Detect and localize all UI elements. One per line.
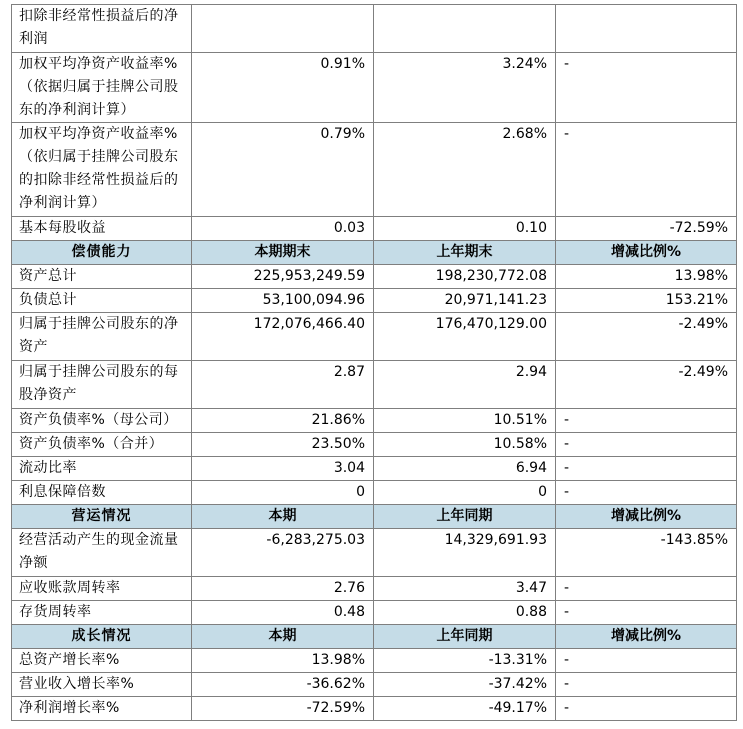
table-row xyxy=(12,673,737,697)
table-row xyxy=(12,409,737,433)
row-label: 归属于挂牌公司股东的每股净资产 xyxy=(12,361,192,409)
row-label: 营业收入增长率% xyxy=(12,673,192,697)
row-label: 加权平均净资产收益率%（依归属于挂牌公司股东的扣除非经常性损益后的净利润计算） xyxy=(12,123,192,217)
financial-indicators-table xyxy=(11,4,737,721)
table-row xyxy=(12,601,737,625)
previous-value: 0.10 xyxy=(374,217,556,241)
row-label: 扣除非经常性损益后的净利润 xyxy=(12,5,192,53)
current-value: 13.98% xyxy=(192,649,374,673)
table-row xyxy=(12,697,737,721)
current-value xyxy=(192,5,374,53)
current-value: 23.50% xyxy=(192,433,374,457)
previous-value: 20,971,141.23 xyxy=(374,289,556,313)
change-value: 153.21% xyxy=(556,289,737,313)
section-header-solvency xyxy=(12,241,737,265)
section-header-growth xyxy=(12,625,737,649)
row-label: 利息保障倍数 xyxy=(12,481,192,505)
table-row xyxy=(12,649,737,673)
row-label: 经营活动产生的现金流量净额 xyxy=(12,529,192,577)
change-value: - xyxy=(556,481,737,505)
row-label: 存货周转率 xyxy=(12,601,192,625)
change-value: -2.49% xyxy=(556,361,737,409)
row-label: 资产负债率%（合并） xyxy=(12,433,192,457)
section-title: 偿债能力 xyxy=(12,241,192,265)
change-value: - xyxy=(556,649,737,673)
change-value: - xyxy=(556,53,737,123)
current-value: 0.03 xyxy=(192,217,374,241)
table-row xyxy=(12,5,737,53)
column-header: 增减比例% xyxy=(556,625,737,649)
row-label: 净利润增长率% xyxy=(12,697,192,721)
previous-value: 3.47 xyxy=(374,577,556,601)
table-row xyxy=(12,53,737,123)
current-value: 2.87 xyxy=(192,361,374,409)
previous-value: 2.94 xyxy=(374,361,556,409)
column-header: 增减比例% xyxy=(556,241,737,265)
column-header: 上年期末 xyxy=(374,241,556,265)
change-value: - xyxy=(556,577,737,601)
current-value: 2.76 xyxy=(192,577,374,601)
previous-value xyxy=(374,5,556,53)
table-row xyxy=(12,481,737,505)
change-value: -143.85% xyxy=(556,529,737,577)
change-value: - xyxy=(556,433,737,457)
previous-value: 3.24% xyxy=(374,53,556,123)
change-value: - xyxy=(556,697,737,721)
change-value: - xyxy=(556,409,737,433)
change-value: 13.98% xyxy=(556,265,737,289)
row-label: 加权平均净资产收益率%（依据归属于挂牌公司股东的净利润计算） xyxy=(12,53,192,123)
table-row xyxy=(12,361,737,409)
row-label: 总资产增长率% xyxy=(12,649,192,673)
row-label: 资产负债率%（母公司） xyxy=(12,409,192,433)
current-value: 172,076,466.40 xyxy=(192,313,374,361)
column-header: 上年同期 xyxy=(374,505,556,529)
previous-value: 10.51% xyxy=(374,409,556,433)
row-label: 负债总计 xyxy=(12,289,192,313)
current-value: 21.86% xyxy=(192,409,374,433)
previous-value: -49.17% xyxy=(374,697,556,721)
section-title: 营运情况 xyxy=(12,505,192,529)
change-value: - xyxy=(556,601,737,625)
current-value: 53,100,094.96 xyxy=(192,289,374,313)
column-header: 上年同期 xyxy=(374,625,556,649)
row-label: 归属于挂牌公司股东的净资产 xyxy=(12,313,192,361)
change-value: -72.59% xyxy=(556,217,737,241)
change-value xyxy=(556,5,737,53)
previous-value: -37.42% xyxy=(374,673,556,697)
table-row xyxy=(12,313,737,361)
table-row xyxy=(12,577,737,601)
column-header: 增减比例% xyxy=(556,505,737,529)
row-label: 基本每股收益 xyxy=(12,217,192,241)
column-header: 本期 xyxy=(192,625,374,649)
table-row xyxy=(12,123,737,217)
table-row xyxy=(12,217,737,241)
column-header: 本期期末 xyxy=(192,241,374,265)
table-row xyxy=(12,433,737,457)
previous-value: 2.68% xyxy=(374,123,556,217)
row-label: 应收账款周转率 xyxy=(12,577,192,601)
change-value: - xyxy=(556,123,737,217)
current-value: 0 xyxy=(192,481,374,505)
row-label: 流动比率 xyxy=(12,457,192,481)
previous-value: 198,230,772.08 xyxy=(374,265,556,289)
previous-value: 10.58% xyxy=(374,433,556,457)
table-row xyxy=(12,289,737,313)
current-value: 0.48 xyxy=(192,601,374,625)
current-value: 0.79% xyxy=(192,123,374,217)
table-row xyxy=(12,265,737,289)
section-title: 成长情况 xyxy=(12,625,192,649)
current-value: 3.04 xyxy=(192,457,374,481)
previous-value: -13.31% xyxy=(374,649,556,673)
change-value: - xyxy=(556,673,737,697)
column-header: 本期 xyxy=(192,505,374,529)
current-value: 225,953,249.59 xyxy=(192,265,374,289)
table-row xyxy=(12,529,737,577)
current-value: 0.91% xyxy=(192,53,374,123)
current-value: -36.62% xyxy=(192,673,374,697)
previous-value: 6.94 xyxy=(374,457,556,481)
change-value: -2.49% xyxy=(556,313,737,361)
previous-value: 14,329,691.93 xyxy=(374,529,556,577)
current-value: -72.59% xyxy=(192,697,374,721)
current-value: -6,283,275.03 xyxy=(192,529,374,577)
row-label: 资产总计 xyxy=(12,265,192,289)
previous-value: 0.88 xyxy=(374,601,556,625)
table-row xyxy=(12,457,737,481)
change-value: - xyxy=(556,457,737,481)
section-header-operations xyxy=(12,505,737,529)
previous-value: 0 xyxy=(374,481,556,505)
previous-value: 176,470,129.00 xyxy=(374,313,556,361)
